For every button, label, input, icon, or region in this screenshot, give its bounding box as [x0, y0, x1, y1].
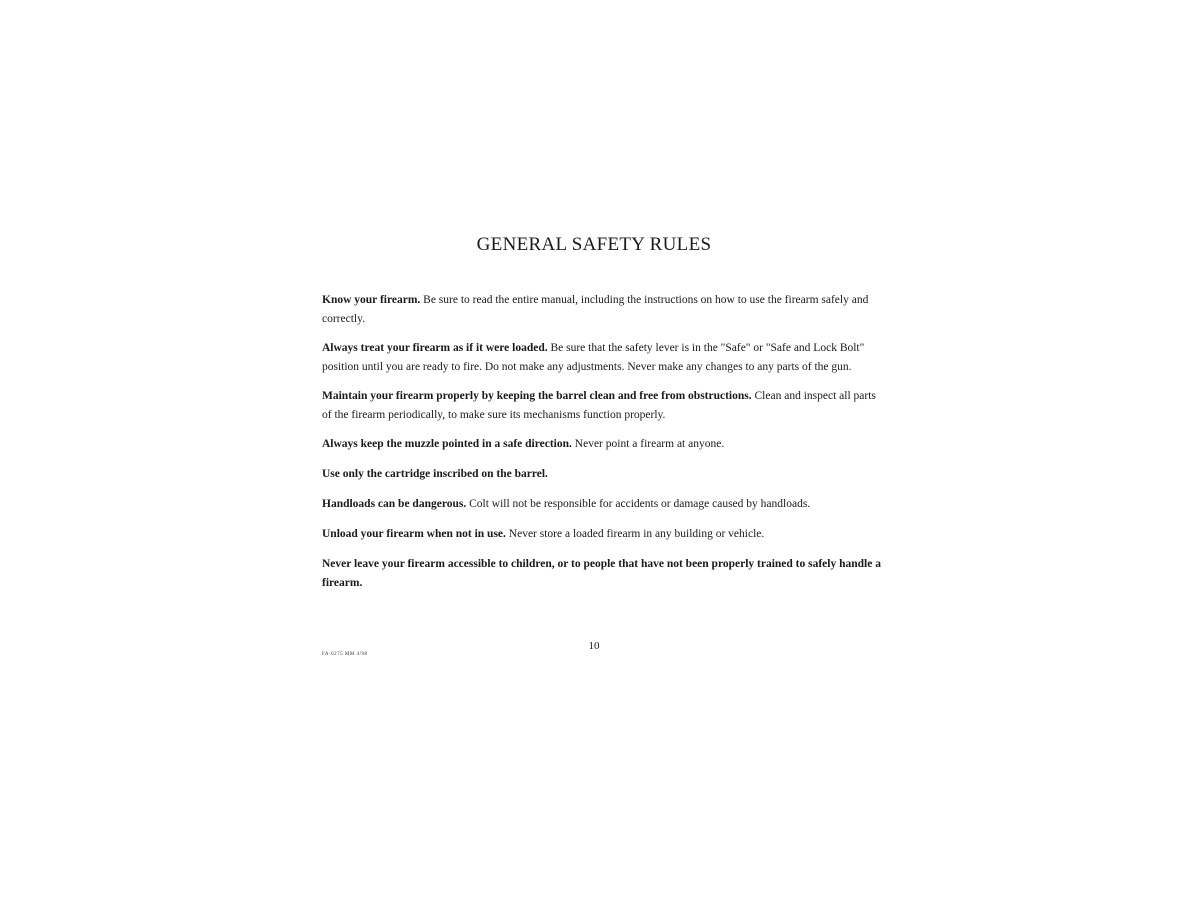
rule-lead: Handloads can be dangerous.	[322, 498, 467, 510]
rule-lead: Never leave your firearm accessible to children, or to people that have not been properly trained to safely handle a firearm.	[322, 558, 881, 589]
rule-lead: Always keep the muzzle pointed in a safe direction.	[322, 438, 572, 450]
rule-know-firearm	[322, 291, 884, 329]
rule-body: Never point a firearm at anyone.	[571, 438, 725, 450]
footer-code: FA-0275 MM 4/98	[322, 652, 368, 657]
rule-children-access	[322, 555, 884, 593]
rule-body: Be sure to read the entire manual, including the instructions on how to use the firearm safely and correctly.	[322, 294, 869, 325]
rule-body: Clean and inspect all parts of the firearm periodically, to make sure its mechanisms function properly.	[322, 390, 876, 421]
rule-lead: Maintain your firearm properly by keeping the barrel clean and free from obstructions.	[322, 390, 752, 402]
rule-lead: Always treat your firearm as if it were loaded.	[322, 342, 548, 354]
rule-lead: Unload your firearm when not in use.	[322, 528, 506, 540]
rule-handloads	[322, 495, 884, 514]
rule-lead: Know your firearm.	[322, 294, 421, 306]
rule-unload-firearm	[322, 525, 884, 544]
rule-body: Colt will not be responsible for accidents or damage caused by handloads.	[466, 498, 811, 510]
page-number: 10	[588, 640, 600, 652]
safety-rules-list	[322, 291, 884, 603]
rule-body: Be sure that the safety lever is in the "Safe" or "Safe and Lock Bolt" position until you are ready to fire. Do not make any adjustments. Never make any changes to any parts of the gun.	[322, 342, 865, 373]
rule-maintain-firearm	[322, 387, 884, 425]
rule-correct-cartridge	[322, 465, 884, 484]
rule-lead: Use only the cartridge inscribed on the barrel.	[322, 468, 548, 480]
page-title: GENERAL SAFETY RULES	[476, 234, 712, 255]
rule-treat-loaded	[322, 339, 884, 377]
rule-body: Never store a loaded firearm in any building or vehicle.	[505, 528, 765, 540]
rule-muzzle-direction	[322, 435, 884, 454]
